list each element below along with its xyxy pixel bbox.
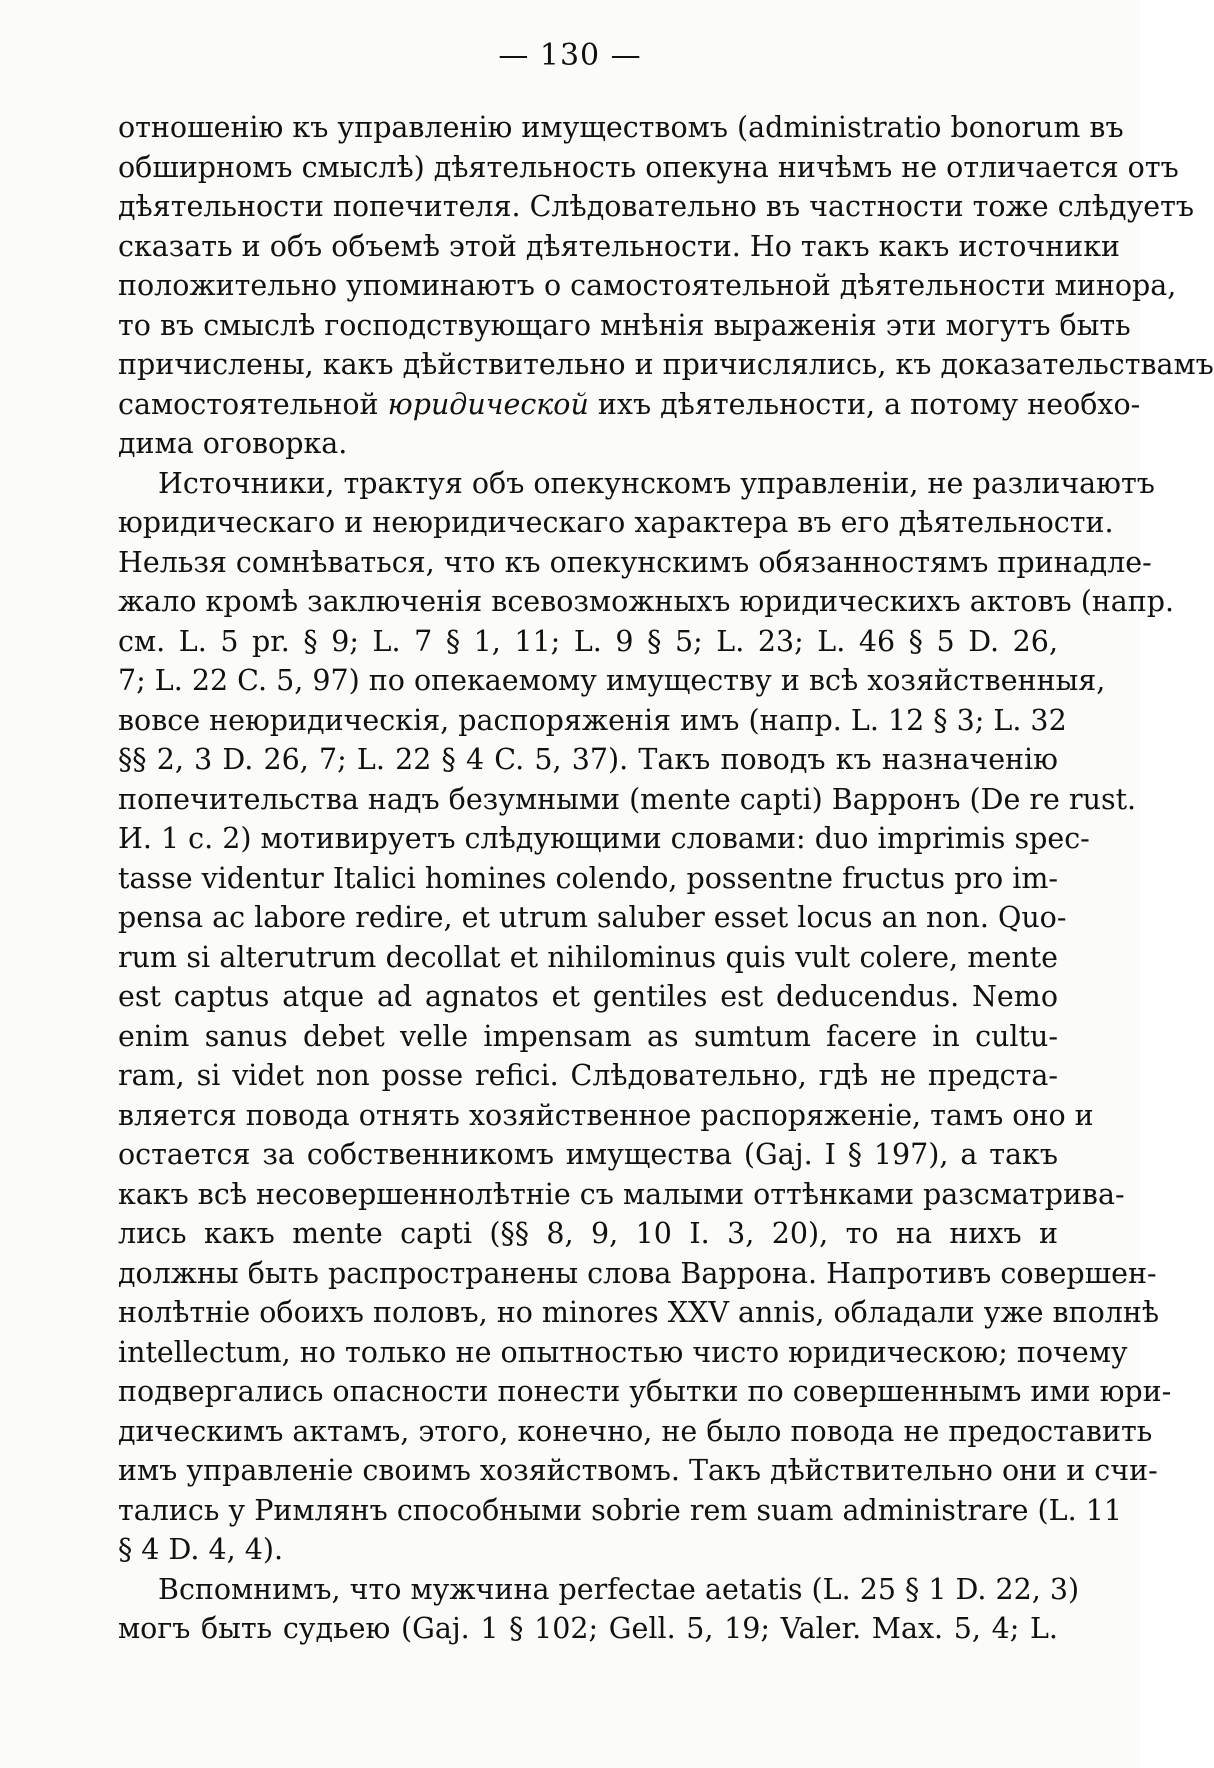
- text-line: § 4 D. 4, 4).: [118, 1533, 284, 1566]
- text-line: могъ быть судьею (Gaj. 1 § 102; Gell. 5, 19; Valer. Max. 5, 4; L.: [118, 1612, 1058, 1645]
- text-line: Источники, трактуя объ опекунскомъ управленіи, не различаютъ: [158, 466, 1155, 500]
- text-line: rum si alterutrum decollat et nihilominus quis vult colere, mente: [118, 940, 1058, 974]
- text-line: est captus atque ad agnatos et gentiles est deducendus. Nemo: [118, 980, 1058, 1013]
- text-line: жало кромѣ заключенія всевозможныхъ юридическихъ актовъ (напр.: [118, 585, 1175, 618]
- text-line: положительно упоминаютъ о самостоятельной дѣятельности минора,: [118, 269, 1177, 302]
- text-run: самостоятельной: [118, 387, 388, 421]
- page-number: — 130 —: [498, 38, 642, 73]
- text-line: дическимъ актамъ, этого, конечно, не было повода не предоставить: [118, 1414, 1153, 1448]
- text-line: И. 1 с. 2) мотивируетъ слѣдующими словами: duo imprimis spec-: [118, 822, 1090, 855]
- paragraph-2: [118, 464, 1175, 1570]
- text-line: §§ 2, 3 D. 26, 7; L. 22 § 4 C. 5, 37). Такъ поводъ къ назначенію: [118, 743, 1058, 776]
- text-line: какъ всѣ несовершеннолѣтніе съ малыми оттѣнками разсматрива-: [118, 1177, 1125, 1211]
- text-line: обширномъ смыслѣ) дѣятельность опекуна ничѣмъ не отличается отъ: [118, 150, 1179, 184]
- text-line: подвергались опасности понести убытки по совершеннымъ ими юри-: [118, 1375, 1172, 1408]
- text-line: enim sanus debet velle impensam as sumtum facere in cultu-: [118, 1019, 1058, 1053]
- text-line: вляется повода отнять хозяйственное распоряженіе, тамъ оно и: [118, 1098, 1094, 1132]
- text-line: см. L. 5 pr. § 9; L. 7 § 1, 11; L. 9 § 5; L. 23; L. 46 § 5 D. 26,: [118, 624, 1058, 658]
- page-text: [118, 108, 1214, 1649]
- paragraph-3: [118, 1570, 1080, 1649]
- text-line: ram, si videt non posse refici. Слѣдовательно, гдѣ не предста-: [118, 1059, 1058, 1092]
- text-line: остается за собственникомъ имущества (Gaj. I § 197), а такъ: [118, 1138, 1058, 1171]
- text-line: дима оговорка.: [118, 427, 348, 460]
- text-line: лись какъ mente capti (§§ 8, 9, 10 I. 3, 20), то на нихъ и: [118, 1217, 1058, 1250]
- text-line: дѣятельности попечителя. Слѣдовательно въ частности тоже слѣдуетъ: [118, 190, 1195, 223]
- text-line: Вспомнимъ, что мужчина perfectae aetatis (L. 25 § 1 D. 22, 3): [158, 1572, 1080, 1606]
- text-line: нолѣтніе обоихъ половъ, но minores XXV annis, обладали уже вполнѣ: [118, 1296, 1160, 1329]
- text-line: pensa ac labore redire, et utrum saluber esset locus an non. Quo-: [118, 901, 1067, 934]
- text-line: tasse videntur Italici homines colendo, possentne fructus pro im-: [118, 861, 1058, 895]
- text-line: сказать и объ объемѣ этой дѣятельности. Но такъ какъ источники: [118, 229, 1121, 263]
- text-line: [118, 385, 1141, 425]
- text-line: 7; L. 22 C. 5, 97) по опекаемому имуществу и всѣ хозяйственныя,: [118, 664, 1106, 697]
- text-line: Нельзя сомнѣваться, что къ опекунскимъ обязанностямъ принадле-: [118, 545, 1152, 579]
- text-line: попечительства надъ безумными (mente capti) Варронъ (De re rust.: [118, 782, 1137, 816]
- text-line: вовсе неюридическія, распоряженія имъ (напр. L. 12 § 3; L. 32: [118, 703, 1067, 737]
- text-run: ихъ дѣятельности, а потому необхо-: [588, 387, 1141, 421]
- text-line: имъ управленіе своимъ хозяйствомъ. Такъ дѣйствительно они и счи-: [118, 1454, 1158, 1487]
- text-line: причислены, какъ дѣйствительно и причислялись, къ доказательствамъ: [118, 348, 1214, 381]
- text-line: тались у Римлянъ способными sobrie rem suam administrare (L. 11: [118, 1493, 1122, 1527]
- text-line: юридическаго и неюридическаго характера въ его дѣятельности.: [118, 506, 1114, 539]
- text-line: должны быть распространены слова Варрона. Напротивъ совершен-: [118, 1256, 1157, 1290]
- italic-word: юридической: [387, 387, 589, 421]
- text-line: intellectum, но только не опытностью чисто юридическою; почему: [118, 1335, 1128, 1369]
- paragraph-1: [118, 108, 1214, 464]
- text-line: отношенію къ управленію имуществомъ (administratio bonorum въ: [118, 111, 1124, 144]
- text-line: то въ смыслѣ господствующаго мнѣнія выраженія эти могутъ быть: [118, 308, 1131, 342]
